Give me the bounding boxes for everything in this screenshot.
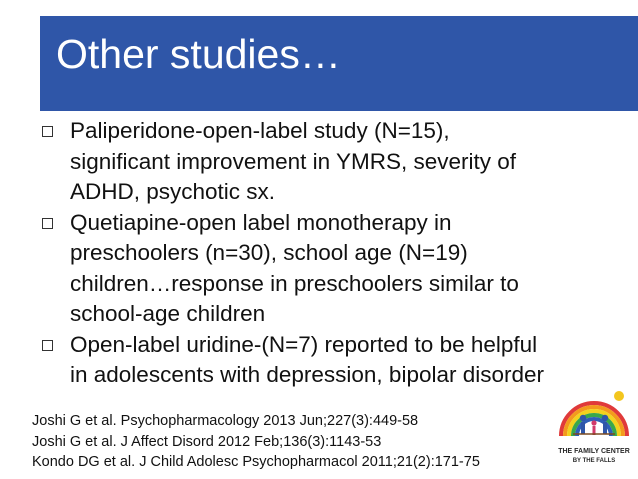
reference-line: Kondo DG et al. J Child Adolesc Psychopharmacol 2011;21(2):171-75 bbox=[32, 454, 480, 470]
square-bullet-icon bbox=[42, 340, 53, 351]
reference-line: Joshi G et al. Psychopharmacology 2013 Jun;227(3):449-58 bbox=[32, 413, 419, 429]
square-bullet-icon bbox=[42, 218, 53, 229]
bullet-line: significant improvement in YMRS, severity of bbox=[70, 148, 517, 174]
bullet-line: school-age children bbox=[70, 301, 266, 326]
reference-line: Joshi G et al. J Affect Disord 2012 Feb;136(3):1143-53 bbox=[32, 433, 382, 450]
bullet-line: Paliperidone-open-label study (N=15), bbox=[70, 118, 450, 143]
bullet-line: Open-label uridine-(N=7) reported to be helpful bbox=[70, 331, 538, 357]
square-bullet-icon bbox=[42, 126, 53, 137]
bullet-line: children…response in preschoolers similar to bbox=[70, 270, 519, 296]
logo-text-line2: BY THE FALLS bbox=[572, 458, 616, 464]
bullet-list bbox=[36, 116, 616, 391]
family-center-logo bbox=[553, 384, 635, 476]
logo-text-line1: THE FAMILY CENTER bbox=[558, 448, 630, 455]
title-bar bbox=[40, 16, 638, 111]
bullet-item bbox=[36, 330, 616, 391]
bullet-item bbox=[36, 208, 616, 330]
slide-title: Other studies… bbox=[56, 31, 341, 77]
bullet-line: in adolescents with depression, bipolar disorder bbox=[70, 362, 545, 387]
bullet-line: preschoolers (n=30), school age (N=19) bbox=[70, 240, 468, 265]
bullet-line: Quetiapine-open label monotherapy in bbox=[70, 209, 452, 235]
references bbox=[32, 411, 480, 473]
bullet-line: ADHD, psychotic sx. bbox=[70, 179, 276, 204]
bullet-item bbox=[36, 116, 616, 208]
